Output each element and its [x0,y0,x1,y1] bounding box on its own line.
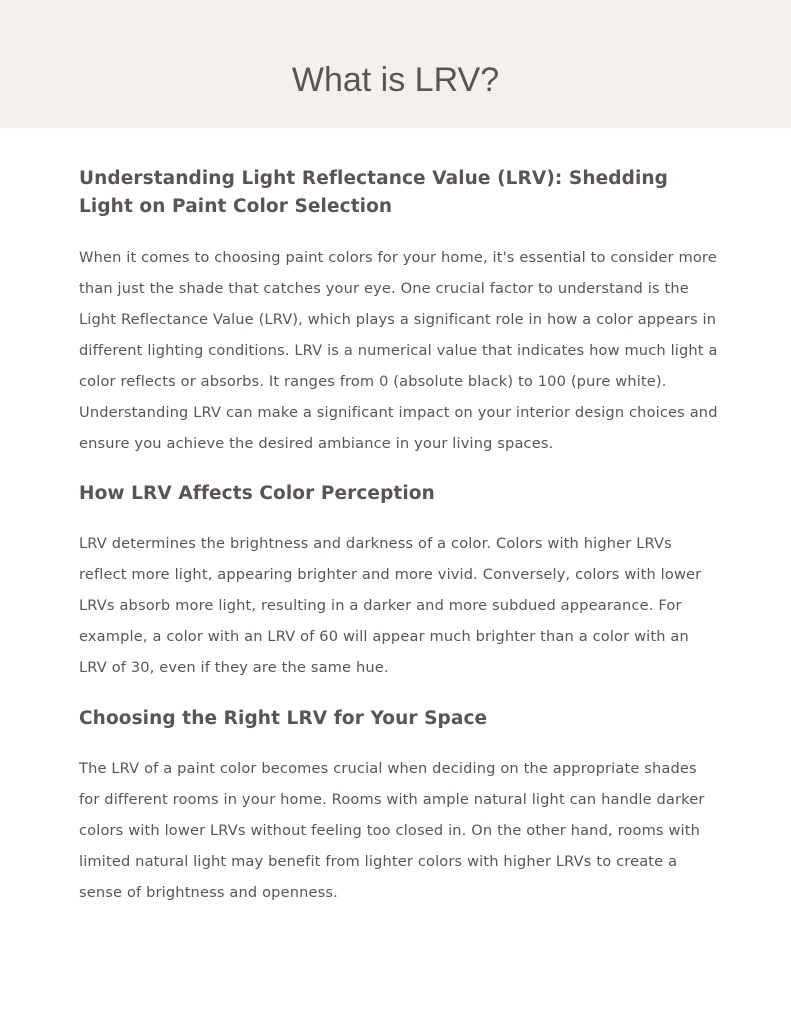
section-choosing-lrv [79,705,719,908]
article-content [79,165,719,908]
section-understanding-lrv [79,165,719,459]
section-paragraph: The LRV of a paint color becomes crucial when deciding on the appropriate shades for different rooms in your home. Rooms with ample natural light can handle darker colors with lower LRVs without feeling too closed in. On the other hand, rooms with limited natural light may benefit from lighter colors with higher LRVs to create a sense of brightness and openness. [79,760,705,901]
header-band [0,0,791,128]
section-heading: How LRV Affects Color Perception [79,483,435,504]
page-title: What is LRV? [291,61,500,99]
section-paragraph: LRV determines the brightness and darkness of a color. Colors with higher LRVs reflect more light, appearing brighter and more vivid. Conversely, colors with lower LRVs absorb more light, resulting in a darker and more subdued appearance. For example, a color with an LRV of 60 will appear much brighter than a color with an LRV of 30, even if they are the same hue. [79,535,702,676]
section-color-perception [79,480,719,683]
section-heading: Choosing the Right LRV for Your Space [79,708,488,729]
section-paragraph: When it comes to choosing paint colors for your home, it's essential to consider more than just the shade that catches your eye. One crucial factor to understand is the Light Reflectance Value (LRV), which plays a significant role in how a color appears in different lighting conditions. LRV is a numerical value that indicates how much light a color reflects or absorbs. It ranges from 0 (absolute black) to 100 (pure white). Understanding LRV can make a significant impact on your interior design choices and ensure you achieve the desired ambiance in your living spaces. [79,249,718,452]
section-heading: Understanding Light Reflectance Value (LRV): Shedding Light on Paint Color Selection [79,168,668,217]
